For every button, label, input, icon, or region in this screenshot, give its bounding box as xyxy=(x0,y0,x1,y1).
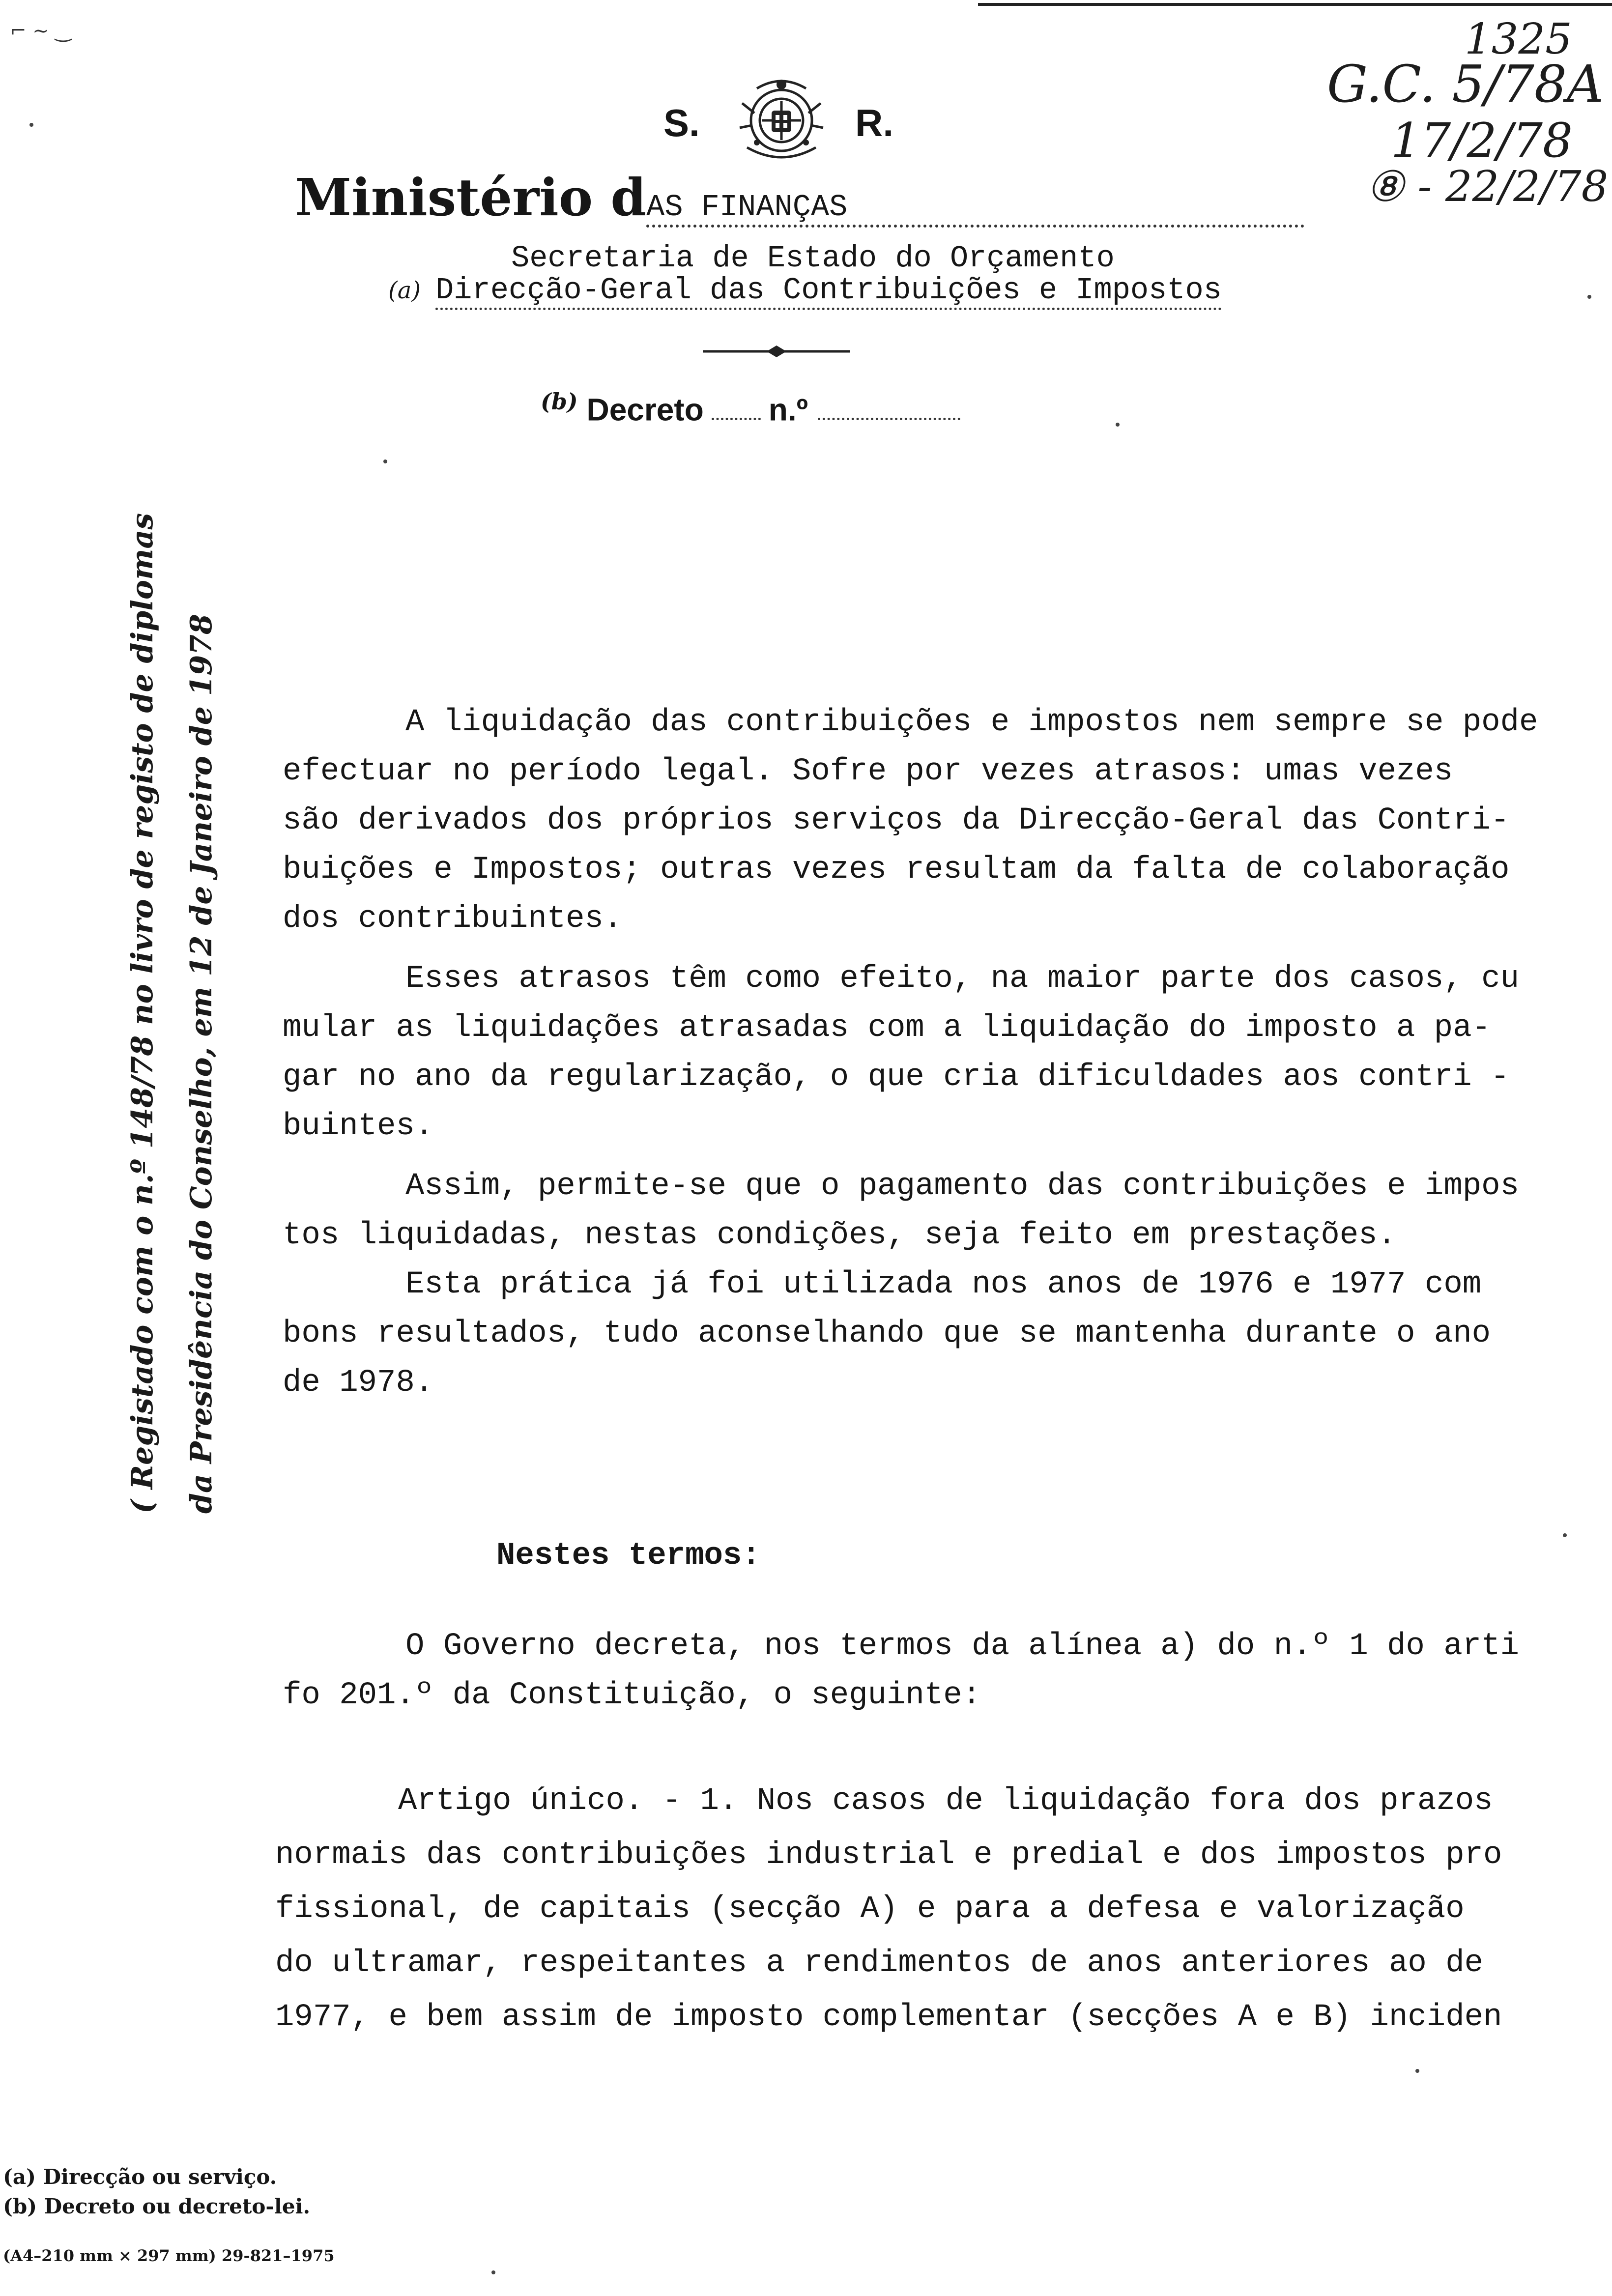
handwritten-date: 17/2/78 xyxy=(1391,113,1573,168)
governo-decreta xyxy=(283,1622,1519,1720)
scan-edge-mark: ⌐ ~ ‿ xyxy=(10,20,71,42)
divider-ornament xyxy=(703,344,850,359)
text-line: fissional, de capitais (secção A) e para a defesa e valorização xyxy=(275,1892,1465,1927)
footnote-a: (a) Direcção ou serviço. xyxy=(3,2165,277,2189)
preamble xyxy=(283,698,1538,1407)
crest-letter-s: S. xyxy=(663,101,700,144)
registration-line-2: da Presidência do Conselho, em 12 de Janeiro de 1978 xyxy=(184,614,219,1514)
crest-header xyxy=(649,74,924,162)
text-line: fo 201.º da Constituição, o seguinte: xyxy=(283,1678,981,1713)
registration-line-1: ( Registado com o n.º 148/78 no livro de registo de diplomas xyxy=(125,513,160,1514)
decreto-number-label: n.º xyxy=(768,392,808,428)
registration-stamp xyxy=(113,513,231,1514)
text-line: normais das contribuições industrial e predial e dos impostos pro xyxy=(275,1837,1502,1873)
decreto-blank xyxy=(712,418,761,420)
nestes-termos: Nestes termos: xyxy=(496,1538,761,1574)
text-line: buintes. xyxy=(283,1109,434,1144)
text-line: Esta prática já foi utilizada nos anos de 1976 e 1977 com xyxy=(405,1267,1482,1302)
paragraph-1 xyxy=(283,698,1538,944)
scan-speck xyxy=(383,459,387,463)
text-line: tos liquidadas, nestas condições, seja feito em prestações. xyxy=(283,1218,1396,1253)
footnotes xyxy=(3,2162,445,2270)
scan-speck xyxy=(29,123,33,127)
scan-speck xyxy=(491,2270,495,2274)
text-line: de 1978. xyxy=(283,1365,434,1401)
footnote-mark-b: (b) xyxy=(541,388,578,415)
text-line: do ultramar, respeitantes a rendimentos de anos anteriores ao de xyxy=(275,1946,1483,1981)
text-line: são derivados dos próprios serviços da Direcção-Geral das Contri- xyxy=(283,803,1510,838)
secretaria-line: Secretaria de Estado do Orçamento xyxy=(511,241,1115,276)
text-line: dos contribuintes. xyxy=(283,901,623,937)
scan-speck xyxy=(1587,295,1591,299)
artigo-unico xyxy=(275,1774,1514,2044)
paper-format-note: (A4–210 mm × 297 mm) 29-821–1975 xyxy=(3,2246,335,2265)
crest-letter-r: R. xyxy=(855,101,893,144)
paragraph-4 xyxy=(283,1260,1511,1407)
direccao-line xyxy=(388,273,1222,308)
text-line: gar no ano da regularização, o que cria dificuldades aos contri - xyxy=(283,1060,1510,1095)
handwritten-number: 1325 xyxy=(1465,15,1572,64)
text-line: 1977, e bem assim de imposto complementar (secções A e B) inciden xyxy=(275,2000,1502,2035)
decreto-number-blank xyxy=(818,418,960,420)
ministry-prefix: Ministério d xyxy=(295,167,647,228)
direccao-name: Direcção-Geral das Contribuições e Impostos xyxy=(435,273,1222,310)
scan-edge-line xyxy=(978,3,1612,6)
coat-of-arms-icon xyxy=(727,74,835,162)
text-line: Assim, permite-se que o pagamento das contribuições e impos xyxy=(405,1169,1519,1204)
text-line: Esses atrasos têm como efeito, na maior parte dos casos, cu xyxy=(405,961,1519,997)
paragraph-3 xyxy=(283,1162,1519,1260)
text-line: Artigo único. - 1. Nos casos de liquidação fora dos prazos xyxy=(398,1783,1493,1819)
footnote-b: (b) Decreto ou decreto-lei. xyxy=(3,2194,311,2218)
text-line: O Governo decreta, nos termos da alínea a) do n.º 1 do arti xyxy=(405,1629,1519,1664)
ministry-name: AS FINANÇAS xyxy=(646,190,1304,228)
text-line: buições e Impostos; outras vezes resultam da falta de colaboração xyxy=(283,852,1510,888)
scan-speck xyxy=(1116,423,1120,427)
ministry-heading xyxy=(295,167,1278,236)
scan-speck xyxy=(1415,2069,1419,2073)
handwritten-date-circled: ⑧ - 22/2/78 xyxy=(1366,162,1609,211)
footnote-mark-a: (a) xyxy=(388,277,421,304)
decreto-line xyxy=(541,388,960,428)
text-line: A liquidação das contribuições e impostos nem sempre se pode xyxy=(405,705,1538,740)
text-line: efectuar no período legal. Sofre por vezes atrasos: umas vezes xyxy=(283,754,1453,789)
decreto-label: Decreto xyxy=(586,392,704,428)
text-line: bons resultados, tudo aconselhando que se mantenha durante o ano xyxy=(283,1316,1491,1351)
text-line: mular as liquidações atrasadas com a liquidação do imposto a pa- xyxy=(283,1010,1491,1046)
handwritten-reference: G.C. 5/78A xyxy=(1327,54,1604,114)
scan-speck xyxy=(1563,1533,1567,1537)
paragraph-2 xyxy=(283,954,1519,1151)
